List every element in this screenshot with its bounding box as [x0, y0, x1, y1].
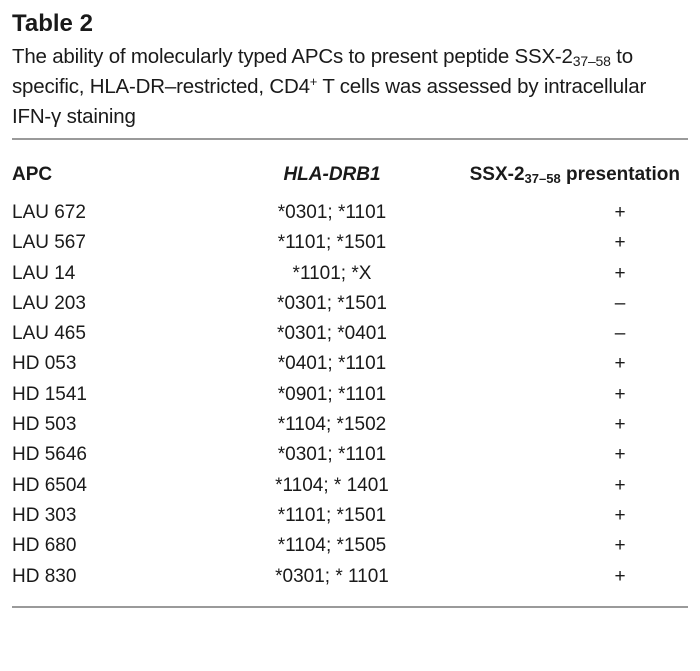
cell-hla: *1101; *X [292, 262, 372, 284]
cell-hla: *0901; *1101 [277, 383, 387, 405]
cell-hla: *1101; *1501 [277, 504, 387, 526]
cell-hla: *0301; * 1101 [275, 565, 389, 587]
cell-apc: LAU 465 [12, 323, 86, 345]
table-caption [12, 42, 688, 132]
table-row [12, 319, 688, 349]
cell-apc: LAU 567 [12, 232, 86, 254]
cell-hla: *0301; *1501 [277, 292, 387, 314]
header-row [12, 162, 688, 198]
data-table [12, 162, 688, 592]
cell-hla: *1104; *1502 [277, 414, 387, 436]
table-row [12, 471, 688, 501]
cell-apc: LAU 203 [12, 292, 86, 314]
cell-hla: *0301; *1101 [277, 202, 387, 223]
caption-subscript: 37–58 [572, 53, 611, 69]
caption-part-2: to specific, HLA-DR–restricted, CD4 [12, 45, 633, 98]
cell-apc: HD 6504 [12, 474, 87, 496]
table-title: Table 2 [12, 10, 93, 37]
table-row [12, 380, 688, 410]
table-row [12, 562, 688, 592]
table-row [12, 410, 688, 440]
cell-hla: *0301; *0401 [277, 323, 387, 345]
cell-presentation: + [614, 504, 626, 526]
cell-presentation: – [614, 292, 626, 314]
cell-presentation: + [614, 353, 626, 375]
table-row [12, 289, 688, 319]
cell-presentation: + [614, 565, 626, 587]
caption-part-1: The ability of molecularly typed APCs to present peptide SSX-2 [12, 45, 573, 68]
cell-hla: *1104; * 1401 [275, 474, 389, 496]
header-presentation-main: SSX-2 [469, 164, 525, 185]
header-presentation-tail: presentation [560, 164, 680, 185]
table-body [12, 198, 688, 592]
table-row [12, 259, 688, 289]
cell-apc: HD 830 [12, 565, 77, 587]
cell-presentation: + [614, 444, 626, 466]
caption-part-3: T cells was assessed by intracellular IFN-γ staining [12, 75, 647, 128]
cell-presentation: + [614, 202, 626, 223]
cell-hla: *1101; *1501 [277, 232, 387, 254]
cell-presentation: + [614, 232, 626, 254]
cell-apc: HD 680 [12, 535, 77, 557]
top-rule [12, 138, 688, 140]
cell-presentation: + [614, 262, 626, 284]
cell-presentation: + [614, 383, 626, 405]
cell-apc: LAU 14 [12, 262, 76, 284]
table-row [12, 349, 688, 379]
header-presentation-sub: 37–58 [524, 171, 561, 186]
header-presentation [462, 162, 688, 198]
table-row [12, 440, 688, 470]
header-hla-drb1: HLA-DRB1 [283, 164, 381, 185]
cell-apc: HD 503 [12, 414, 77, 436]
table-row [12, 501, 688, 531]
cell-apc: LAU 672 [12, 202, 86, 223]
cell-presentation: + [614, 474, 626, 496]
table-row [12, 198, 688, 228]
bottom-rule [12, 606, 688, 608]
cell-presentation: – [614, 323, 626, 345]
cell-apc: HD 303 [12, 504, 77, 526]
table-row [12, 531, 688, 561]
cell-apc: HD 1541 [12, 383, 87, 405]
caption-superscript: + [309, 74, 318, 89]
cell-apc: HD 5646 [12, 444, 87, 466]
table-document [12, 8, 688, 608]
cell-hla: *0401; *1101 [277, 353, 387, 375]
cell-hla: *1104; *1505 [277, 535, 387, 557]
header-apc: APC [12, 164, 53, 185]
cell-presentation: + [614, 414, 626, 436]
cell-hla: *0301; *1101 [277, 444, 387, 466]
cell-presentation: + [614, 535, 626, 557]
table-row [12, 228, 688, 258]
cell-apc: HD 053 [12, 353, 77, 375]
